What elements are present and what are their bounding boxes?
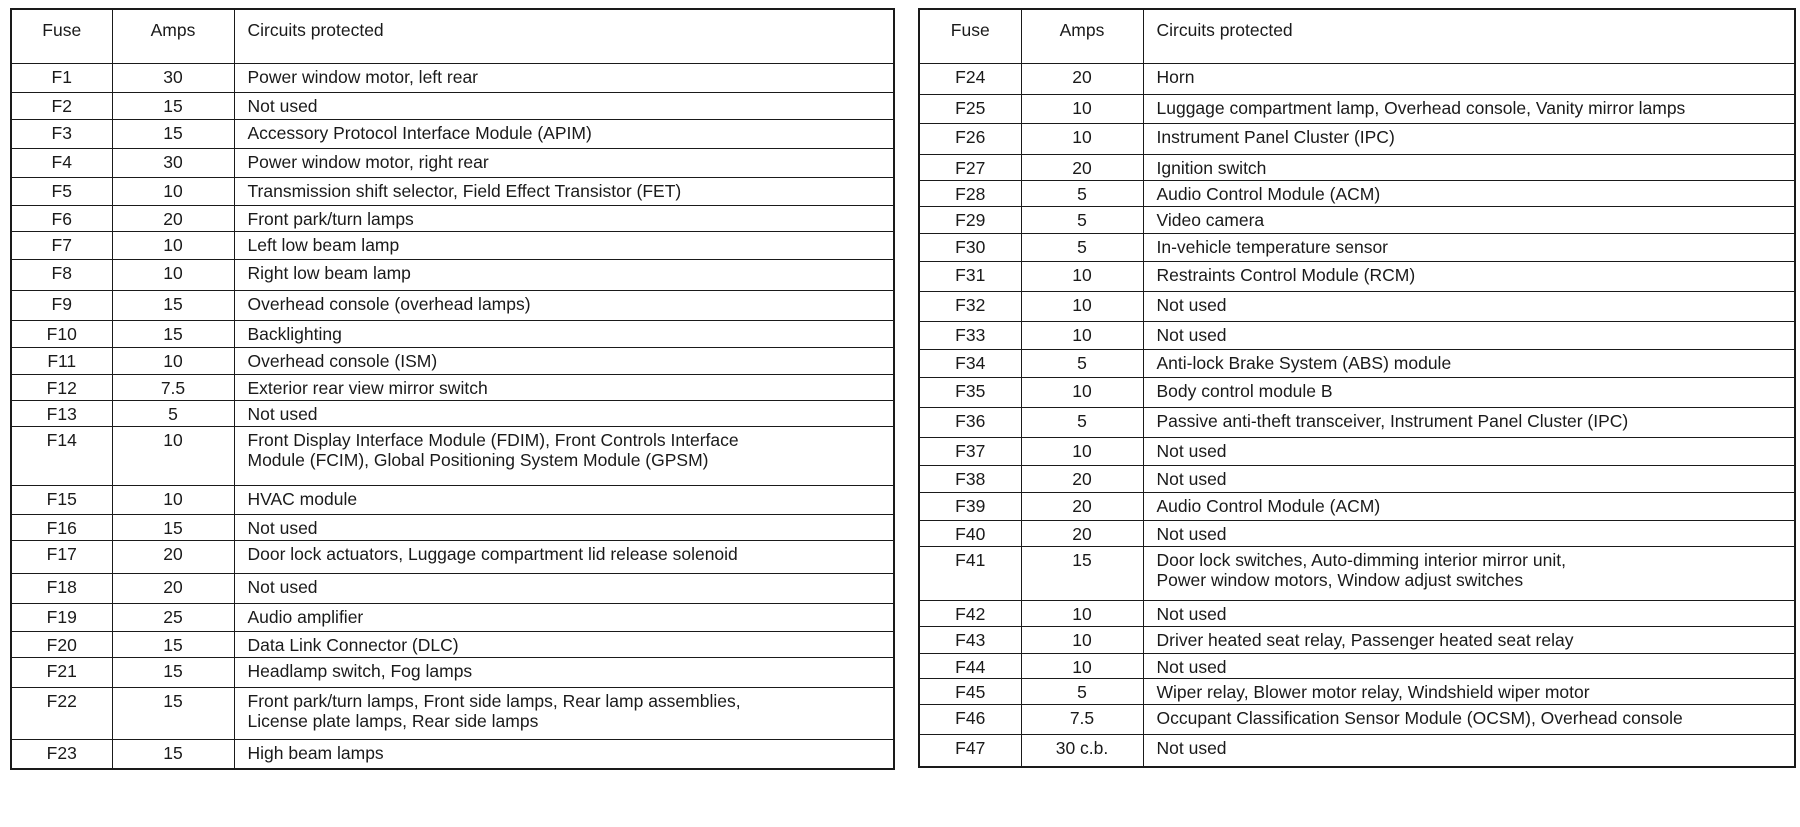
circuits-text: Accessory Protocol Interface Module (APIM) bbox=[247, 122, 592, 143]
table-row bbox=[11, 148, 894, 177]
circuits-text: Video camera bbox=[1156, 209, 1265, 230]
amps-cell: 5 bbox=[1021, 180, 1143, 206]
circuits-cell bbox=[234, 320, 894, 347]
table-row bbox=[919, 154, 1795, 180]
circuits-cell bbox=[234, 63, 894, 92]
table-row bbox=[11, 514, 894, 540]
circuits-text: Front Display Interface Module (FDIM), Front Controls Interface bbox=[247, 429, 739, 450]
circuits-text: Passive anti-theft transceiver, Instrument Panel Cluster (IPC) bbox=[1156, 410, 1629, 431]
circuits-header: Circuits protected bbox=[234, 9, 894, 63]
circuits-cell bbox=[234, 400, 894, 426]
amps-cell: 10 bbox=[1021, 653, 1143, 678]
circuits-cell bbox=[234, 603, 894, 631]
fuse-cell: F30 bbox=[919, 233, 1021, 261]
circuits-text: HVAC module bbox=[247, 488, 358, 509]
circuits-text: Not used bbox=[1156, 656, 1227, 677]
table-row bbox=[11, 374, 894, 400]
circuits-text: Occupant Classification Sensor Module (OCSM), Overhead console bbox=[1156, 707, 1683, 728]
amps-header: Amps bbox=[112, 9, 234, 63]
circuits-text: Not used bbox=[247, 517, 318, 538]
amps-cell: 5 bbox=[112, 400, 234, 426]
header-row bbox=[919, 9, 1795, 63]
fuse-cell: F10 bbox=[11, 320, 112, 347]
amps-cell: 5 bbox=[1021, 233, 1143, 261]
fuse-cell: F41 bbox=[919, 546, 1021, 600]
circuits-cell bbox=[1143, 63, 1795, 94]
fuse-cell: F39 bbox=[919, 492, 1021, 520]
fuse-cell: F14 bbox=[11, 426, 112, 485]
circuits-text: Exterior rear view mirror switch bbox=[247, 377, 488, 398]
circuits-text: Instrument Panel Cluster (IPC) bbox=[1156, 126, 1395, 147]
amps-cell: 15 bbox=[112, 687, 234, 739]
fuse-cell: F45 bbox=[919, 678, 1021, 704]
circuits-cell bbox=[234, 231, 894, 259]
circuits-cell bbox=[234, 374, 894, 400]
circuits-cell bbox=[1143, 349, 1795, 377]
table-row bbox=[11, 320, 894, 347]
circuits-text: Ignition switch bbox=[1156, 157, 1267, 178]
fuse-cell: F44 bbox=[919, 653, 1021, 678]
table-row bbox=[919, 626, 1795, 653]
fuse-cell: F16 bbox=[11, 514, 112, 540]
circuits-cell bbox=[234, 631, 894, 657]
fuse-header: Fuse bbox=[919, 9, 1021, 63]
circuits-cell bbox=[234, 657, 894, 687]
circuits-text: Not used bbox=[247, 403, 318, 424]
fuse-cell: F42 bbox=[919, 600, 1021, 626]
amps-cell: 15 bbox=[112, 320, 234, 347]
circuits-cell bbox=[1143, 465, 1795, 492]
fuse-cell: F29 bbox=[919, 206, 1021, 233]
fuse-cell: F9 bbox=[11, 290, 112, 320]
circuits-cell bbox=[1143, 734, 1795, 767]
circuits-cell bbox=[234, 92, 894, 119]
table-row bbox=[11, 63, 894, 92]
fuse-cell: F46 bbox=[919, 704, 1021, 734]
fuse-cell: F26 bbox=[919, 123, 1021, 154]
fuse-cell: F2 bbox=[11, 92, 112, 119]
table-row bbox=[11, 231, 894, 259]
amps-cell: 10 bbox=[1021, 321, 1143, 349]
fuse-cell: F34 bbox=[919, 349, 1021, 377]
circuits-text: Power window motor, right rear bbox=[247, 151, 489, 172]
table-row bbox=[11, 400, 894, 426]
circuits-text: Front park/turn lamps, Front side lamps, Rear lamp assemblies, bbox=[247, 690, 741, 711]
table-row bbox=[11, 119, 894, 148]
circuits-text: Not used bbox=[1156, 737, 1227, 758]
circuits-cell bbox=[1143, 261, 1795, 291]
fuse-cell: F11 bbox=[11, 347, 112, 374]
circuits-cell bbox=[1143, 704, 1795, 734]
amps-cell: 5 bbox=[1021, 678, 1143, 704]
amps-cell: 15 bbox=[112, 92, 234, 119]
amps-cell: 30 c.b. bbox=[1021, 734, 1143, 767]
table-row bbox=[919, 492, 1795, 520]
fuse-cell: F18 bbox=[11, 573, 112, 603]
circuits-cell bbox=[1143, 600, 1795, 626]
table-row bbox=[919, 465, 1795, 492]
amps-cell: 25 bbox=[112, 603, 234, 631]
amps-cell: 5 bbox=[1021, 349, 1143, 377]
circuits-text: Not used bbox=[1156, 440, 1227, 461]
circuits-text: Door lock switches, Auto-dimming interior mirror unit, bbox=[1156, 549, 1566, 570]
table-row bbox=[919, 734, 1795, 767]
circuits-text: Not used bbox=[247, 576, 318, 597]
amps-cell: 15 bbox=[112, 514, 234, 540]
amps-cell: 20 bbox=[1021, 465, 1143, 492]
amps-cell: 5 bbox=[1021, 206, 1143, 233]
table-row bbox=[919, 437, 1795, 465]
amps-cell: 10 bbox=[112, 231, 234, 259]
circuits-cell bbox=[1143, 520, 1795, 546]
circuits-text: Horn bbox=[1156, 66, 1195, 87]
fuse-cell: F38 bbox=[919, 465, 1021, 492]
amps-cell: 20 bbox=[1021, 492, 1143, 520]
fuse-cell: F43 bbox=[919, 626, 1021, 653]
circuits-cell bbox=[234, 148, 894, 177]
amps-cell: 15 bbox=[112, 657, 234, 687]
amps-cell: 10 bbox=[1021, 94, 1143, 123]
amps-cell: 10 bbox=[112, 426, 234, 485]
circuits-cell bbox=[1143, 233, 1795, 261]
circuits-text: Overhead console (ISM) bbox=[247, 350, 438, 371]
circuits-cell bbox=[1143, 206, 1795, 233]
circuits-text: Not used bbox=[1156, 294, 1227, 315]
amps-cell: 10 bbox=[1021, 291, 1143, 321]
circuits-text: Audio Control Module (ACM) bbox=[1156, 183, 1381, 204]
fuse-cell: F27 bbox=[919, 154, 1021, 180]
circuits-cell bbox=[1143, 291, 1795, 321]
circuits-cell bbox=[1143, 154, 1795, 180]
table-row bbox=[11, 92, 894, 119]
circuits-cell bbox=[234, 347, 894, 374]
fuse-table-left bbox=[10, 8, 895, 770]
circuits-text: Not used bbox=[1156, 523, 1227, 544]
fuse-cell: F28 bbox=[919, 180, 1021, 206]
table-row bbox=[919, 520, 1795, 546]
circuits-text: Overhead console (overhead lamps) bbox=[247, 293, 531, 314]
table-row bbox=[11, 739, 894, 769]
circuits-text: Not used bbox=[1156, 603, 1227, 624]
fuse-cell: F23 bbox=[11, 739, 112, 769]
table-row bbox=[11, 177, 894, 205]
fuse-cell: F5 bbox=[11, 177, 112, 205]
amps-header: Amps bbox=[1021, 9, 1143, 63]
table-row bbox=[919, 704, 1795, 734]
table-row bbox=[919, 233, 1795, 261]
amps-cell: 10 bbox=[1021, 437, 1143, 465]
circuits-text: Right low beam lamp bbox=[247, 262, 411, 283]
circuits-text: Not used bbox=[247, 95, 318, 116]
table-row bbox=[11, 426, 894, 485]
fuse-cell: F17 bbox=[11, 540, 112, 573]
fuse-cell: F33 bbox=[919, 321, 1021, 349]
amps-cell: 10 bbox=[112, 259, 234, 290]
amps-cell: 20 bbox=[112, 540, 234, 573]
table-row bbox=[919, 349, 1795, 377]
circuits-text: Backlighting bbox=[247, 323, 342, 344]
fuse-header: Fuse bbox=[11, 9, 112, 63]
fuse-cell: F3 bbox=[11, 119, 112, 148]
fuse-cell: F22 bbox=[11, 687, 112, 739]
fuse-cell: F7 bbox=[11, 231, 112, 259]
circuits-cell bbox=[234, 687, 894, 739]
circuits-text: Headlamp switch, Fog lamps bbox=[247, 660, 473, 681]
circuits-cell bbox=[234, 259, 894, 290]
table-row bbox=[919, 123, 1795, 154]
table-row bbox=[11, 573, 894, 603]
amps-cell: 20 bbox=[1021, 63, 1143, 94]
amps-cell: 20 bbox=[1021, 154, 1143, 180]
circuits-text: Front park/turn lamps bbox=[247, 208, 414, 229]
table-row bbox=[11, 540, 894, 573]
circuits-cell bbox=[234, 290, 894, 320]
circuits-cell bbox=[1143, 407, 1795, 437]
fuse-cell: F19 bbox=[11, 603, 112, 631]
table-row bbox=[919, 678, 1795, 704]
circuits-text: Not used bbox=[1156, 324, 1227, 345]
header-row bbox=[11, 9, 894, 63]
circuits-text: Not used bbox=[1156, 468, 1227, 489]
circuits-cell bbox=[234, 514, 894, 540]
fuse-cell: F13 bbox=[11, 400, 112, 426]
table-row bbox=[919, 653, 1795, 678]
fuse-cell: F32 bbox=[919, 291, 1021, 321]
table-row bbox=[919, 261, 1795, 291]
amps-cell: 10 bbox=[1021, 626, 1143, 653]
circuits-text: Transmission shift selector, Field Effect Transistor (FET) bbox=[247, 180, 682, 201]
table-row bbox=[919, 94, 1795, 123]
circuits-cell bbox=[234, 177, 894, 205]
table-row bbox=[11, 347, 894, 374]
fuse-cell: F36 bbox=[919, 407, 1021, 437]
table-row bbox=[11, 657, 894, 687]
table-row bbox=[11, 259, 894, 290]
circuits-text-line2: License plate lamps, Rear side lamps bbox=[247, 710, 539, 731]
fuse-cell: F35 bbox=[919, 377, 1021, 407]
circuits-text: Body control module B bbox=[1156, 380, 1333, 401]
circuits-text: Power window motor, left rear bbox=[247, 66, 479, 87]
fuse-cell: F4 bbox=[11, 148, 112, 177]
circuits-cell bbox=[234, 573, 894, 603]
circuits-text: Left low beam lamp bbox=[247, 234, 400, 255]
fuse-cell: F20 bbox=[11, 631, 112, 657]
circuits-text: High beam lamps bbox=[247, 742, 384, 763]
fuse-cell: F8 bbox=[11, 259, 112, 290]
amps-cell: 7.5 bbox=[1021, 704, 1143, 734]
circuits-text: Door lock actuators, Luggage compartment lid release solenoid bbox=[247, 543, 738, 564]
circuits-text: Wiper relay, Blower motor relay, Windshield wiper motor bbox=[1156, 681, 1590, 702]
circuits-text: Audio amplifier bbox=[247, 606, 364, 627]
amps-cell: 10 bbox=[1021, 123, 1143, 154]
circuits-cell bbox=[234, 426, 894, 485]
table-row bbox=[919, 377, 1795, 407]
amps-cell: 20 bbox=[112, 573, 234, 603]
fuse-cell: F47 bbox=[919, 734, 1021, 767]
circuits-cell bbox=[234, 119, 894, 148]
amps-cell: 10 bbox=[112, 485, 234, 514]
amps-cell: 20 bbox=[1021, 520, 1143, 546]
fuse-cell: F15 bbox=[11, 485, 112, 514]
circuits-text-line2: Module (FCIM), Global Positioning System Module (GPSM) bbox=[247, 449, 709, 470]
table-row bbox=[11, 485, 894, 514]
circuits-cell bbox=[234, 540, 894, 573]
fuse-cell: F1 bbox=[11, 63, 112, 92]
circuits-text: In-vehicle temperature sensor bbox=[1156, 236, 1388, 257]
table-row bbox=[919, 546, 1795, 600]
circuits-cell bbox=[1143, 546, 1795, 600]
circuits-cell bbox=[1143, 437, 1795, 465]
amps-cell: 10 bbox=[1021, 261, 1143, 291]
circuits-text: Restraints Control Module (RCM) bbox=[1156, 264, 1416, 285]
amps-cell: 30 bbox=[112, 148, 234, 177]
amps-cell: 5 bbox=[1021, 407, 1143, 437]
circuits-text: Driver heated seat relay, Passenger heated seat relay bbox=[1156, 629, 1574, 650]
fuse-cell: F21 bbox=[11, 657, 112, 687]
amps-cell: 7.5 bbox=[112, 374, 234, 400]
table-row bbox=[11, 205, 894, 231]
circuits-cell bbox=[1143, 321, 1795, 349]
circuits-cell bbox=[1143, 180, 1795, 206]
amps-cell: 15 bbox=[112, 119, 234, 148]
table-row bbox=[919, 407, 1795, 437]
circuits-cell bbox=[1143, 94, 1795, 123]
fuse-cell: F31 bbox=[919, 261, 1021, 291]
fuse-cell: F24 bbox=[919, 63, 1021, 94]
circuits-text: Luggage compartment lamp, Overhead console, Vanity mirror lamps bbox=[1156, 97, 1686, 118]
circuits-cell bbox=[1143, 123, 1795, 154]
fuse-table-right bbox=[918, 8, 1796, 768]
table-row bbox=[919, 291, 1795, 321]
amps-cell: 10 bbox=[1021, 600, 1143, 626]
fuse-cell: F25 bbox=[919, 94, 1021, 123]
circuits-cell bbox=[1143, 492, 1795, 520]
table-row bbox=[919, 180, 1795, 206]
amps-cell: 15 bbox=[112, 290, 234, 320]
fuse-cell: F40 bbox=[919, 520, 1021, 546]
circuits-text: Audio Control Module (ACM) bbox=[1156, 495, 1381, 516]
table-row bbox=[11, 687, 894, 739]
table-row bbox=[919, 206, 1795, 233]
fuse-cell: F6 bbox=[11, 205, 112, 231]
amps-cell: 15 bbox=[1021, 546, 1143, 600]
circuits-text: Anti-lock Brake System (ABS) module bbox=[1156, 352, 1452, 373]
table-row bbox=[11, 290, 894, 320]
amps-cell: 15 bbox=[112, 631, 234, 657]
fuse-cell: F12 bbox=[11, 374, 112, 400]
circuits-cell bbox=[1143, 626, 1795, 653]
fuse-cell: F37 bbox=[919, 437, 1021, 465]
circuits-cell bbox=[234, 739, 894, 769]
circuits-cell bbox=[1143, 377, 1795, 407]
circuits-text: Data Link Connector (DLC) bbox=[247, 634, 459, 655]
circuits-cell bbox=[234, 485, 894, 514]
amps-cell: 10 bbox=[1021, 377, 1143, 407]
amps-cell: 15 bbox=[112, 739, 234, 769]
circuits-cell bbox=[234, 205, 894, 231]
amps-cell: 10 bbox=[112, 347, 234, 374]
circuits-text-line2: Power window motors, Window adjust switches bbox=[1156, 569, 1524, 590]
table-row bbox=[919, 63, 1795, 94]
table-row bbox=[919, 321, 1795, 349]
amps-cell: 30 bbox=[112, 63, 234, 92]
table-row bbox=[11, 603, 894, 631]
amps-cell: 10 bbox=[112, 177, 234, 205]
circuits-cell bbox=[1143, 653, 1795, 678]
table-row bbox=[11, 631, 894, 657]
amps-cell: 20 bbox=[112, 205, 234, 231]
circuits-cell bbox=[1143, 678, 1795, 704]
circuits-header: Circuits protected bbox=[1143, 9, 1795, 63]
table-row bbox=[919, 600, 1795, 626]
